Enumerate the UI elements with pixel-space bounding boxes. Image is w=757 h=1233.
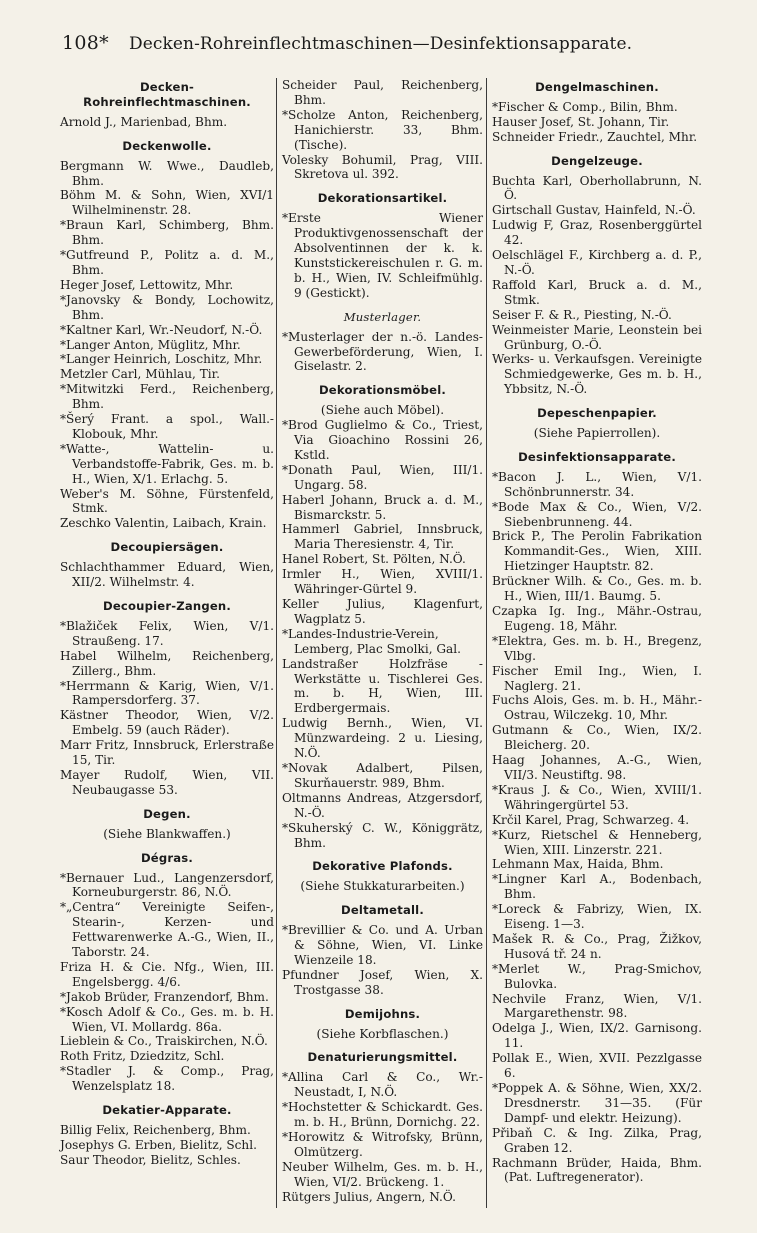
directory-entry: Haag Johannes, A.-G., Wien, VII/3. Neustiftg. 98. [492, 753, 702, 782]
directory-entry: Saur Theodor, Bielitz, Schles. [60, 1152, 241, 1167]
directory-entry: Böhm M. & Sohn, Wien, XVI/1 Wilhelminenstr. 28. [60, 188, 274, 218]
page-title: Decken-Rohreinflechtmaschinen—Desinfektionsapparate. [128, 34, 633, 54]
directory-entry: Rachmann Brüder, Haida, Bhm. (Pat. Luftregenerator). [492, 1155, 702, 1185]
directory-entry: *Brevillier & Co. und A. Urban & Söhne, Wien, VI. Linke Wienzeile 18. [282, 923, 483, 967]
directory-entry: Lieblein & Co., Traiskirchen, N.Ö. [60, 1034, 268, 1049]
directory-entry: Keller Julius, Klagenfurt, Wagplatz 5. [282, 597, 483, 626]
section-heading-dekorationsartikel: Dekorationsartikel. [317, 191, 448, 206]
section-heading-decoupier-zangen: Decoupier-Zangen. [103, 599, 231, 613]
directory-entry: Přibaň C. & Ing. Zilka, Prag, Graben 12. [492, 1125, 702, 1155]
directory-entry: *„Centra“ Vereinigte Seifen-, Stearin-, Kerzen- und Fettwarenwerke A.-G., Wien, II., Taborstr. 24. [60, 900, 274, 960]
directory-entry: Pfundner Josef, Wien, X. Trostgasse 38. [282, 967, 483, 997]
directory-entry: *Braun Karl, Schimberg, Bhm. Bhm. [60, 218, 274, 248]
directory-entry: *Hochstetter & Schickardt. Ges. m. b. H., Brünn, Dornichg. 22. [282, 1100, 483, 1130]
directory-entry: *Landes-Industrie-Verein, Lemberg, Plac Smolki, Gal. [282, 626, 461, 656]
directory-entry: Brick P., The Perolin Fabrikation Kommandit-Ges., Wien, XIII. Hietzinger Hauptstr. 82. [492, 529, 702, 574]
directory-entry: *Jakob Brüder, Franzendorf, Bhm. [60, 989, 269, 1004]
directory-entry: Werks- u. Verkaufsgen. Vereinigte Schmiedgewerke, Ges m. b. H., Ybbsitz, N.-Ö. [492, 352, 702, 397]
directory-entry: *Kaltner Karl, Wr.-Neudorf, N.-Ö. [60, 322, 263, 337]
directory-entry: *Donath Paul, Wien, III/1. Ungarg. 58. [282, 462, 483, 492]
cross-reference-note: (Siehe Korbflaschen.) [316, 1026, 449, 1041]
column-2 [282, 78, 483, 1205]
directory-entry: Arnold J., Marienbad, Bhm. [60, 114, 228, 129]
cross-reference-note: (Siehe Blankwaffen.) [103, 826, 231, 841]
page-number: 108* [62, 32, 109, 54]
directory-entry: *Herrmann & Karig, Wien, V/1. Rampersdorferg. 37. [60, 678, 274, 708]
directory-entry: Raffold Karl, Bruck a. d. M., Stmk. [492, 277, 702, 307]
directory-entry: *Langer Heinrich, Loschitz, Mhr. [60, 352, 263, 367]
section-heading-dekatier-apparate: Dekatier-Apparate. [102, 1103, 232, 1118]
directory-entry: Rütgers Julius, Angern, N.Ö. [282, 1189, 456, 1204]
directory-entry: Hauser Josef, St. Johann, Tir. [492, 114, 670, 129]
directory-entry: *Mitwitzki Ferd., Reichenberg, Bhm. [60, 382, 274, 412]
directory-entry: Haberl Johann, Bruck a. d. M., Bismarckstr. 5. [282, 492, 483, 522]
directory-entry: *Šerý Frant. a spol., Wall.-Klobouk, Mhr. [60, 412, 274, 441]
section-heading-desinfektionsapparate: Desinfektionsapparate. [518, 449, 676, 464]
directory-entry: Fischer Emil Ing., Wien, I. Naglerg. 21. [492, 663, 702, 693]
directory-entry: Gutmann & Co., Wien, IX/2. Bleicherg. 20. [492, 723, 702, 753]
directory-entry: Czapka Ig. Ing., Mähr.-Ostrau, Eugeng. 18, Mähr. [492, 604, 702, 633]
directory-entry: Schneider Friedr., Zauchtel, Mhr. [492, 129, 698, 144]
section-heading-musterlager: Musterlager. [343, 309, 422, 324]
directory-entry: *Langer Anton, Müglitz, Mhr. [60, 337, 241, 352]
directory-entry: *Fischer & Comp., Bilin, Bhm. [492, 99, 678, 114]
directory-entry: Weber's M. Söhne, Fürstenfeld, Stmk. [60, 486, 274, 516]
section-heading-decken-rohreinflechtmaschinen: Decken-Rohreinflechtmaschinen. [83, 80, 251, 109]
section-heading-decoupiers-gen: Decoupiersägen. [110, 540, 224, 555]
directory-entry: Pollak E., Wien, XVII. Pezzlgasse 6. [492, 1051, 702, 1081]
directory-entry: *Lingner Karl A., Bodenbach, Bhm. [492, 872, 702, 902]
directory-entry: *Bacon J. L., Wien, V/1. Schönbrunnerstr. 34. [492, 469, 702, 499]
directory-entry: Fuchs Alois, Ges. m. b. H., Mähr.-Ostrau, Wilczekg. 10, Mhr. [492, 693, 702, 723]
directory-entry: *Janovsky & Bondy, Lochowitz, Bhm. [60, 292, 274, 322]
directory-entry: *Bode Max & Co., Wien, V/2. Siebenbrunneng. 44. [492, 499, 702, 529]
directory-entry: *Scholze Anton, Reichenberg, Hanichierstr. 33, Bhm. (Tische). [282, 107, 483, 152]
directory-entry: *Skuherský C. W., Königgrätz, Bhm. [282, 820, 483, 850]
directory-entry: Ludwig F, Graz, Rosenberggürtel 42. [492, 218, 702, 248]
directory-entry: Oltmanns Andreas, Atzgersdorf, N.-Ö. [282, 790, 483, 820]
directory-entry: Bergmann W. Wwe., Daudleb, Bhm. [60, 158, 274, 188]
directory-entry: Josephys G. Erben, Bielitz, Schl. [60, 1137, 257, 1152]
directory-entry: *Blažiček Felix, Wien, V/1. Straußeng. 17. [60, 618, 274, 648]
directory-entry: *Brod Guglielmo & Co., Triest, Via Gioachino Rossini 26, Kstld. [282, 418, 483, 462]
directory-entry: Landstraßer Holzfräse - Werkstätte u. Tischlerei Ges. m. b. H, Wien, III. Erdbergermais. [282, 656, 483, 716]
section-heading-deckenwolle: Deckenwolle. [122, 138, 212, 153]
section-heading-dekorative-plafonds: Dekorative Plafonds. [312, 859, 453, 874]
section-heading-demijohns: Demijohns. [344, 1006, 421, 1021]
section-heading-dengelmaschinen: Dengelmaschinen. [535, 80, 659, 94]
page-header [62, 32, 702, 62]
directory-entry: Lehmann Max, Haida, Bhm. [492, 857, 664, 872]
directory-entry: Scheider Paul, Reichenberg, Bhm. [282, 78, 483, 107]
directory-entry: Weinmeister Marie, Leonstein bei Grünburg, O.-Ö. [492, 322, 702, 352]
directory-entry: Marr Fritz, Innsbruck, Erlerstraße 15, Tir. [60, 738, 274, 768]
directory-entry: *Novak Adalbert, Pilsen, Skurňauerstr. 989, Bhm. [282, 760, 483, 790]
directory-entry: *Horowitz & Witrofsky, Brünn, Olmützerg. [282, 1130, 483, 1159]
cross-reference-note: (Siehe Papierrollen). [533, 426, 661, 441]
directory-entry: *Kurz, Rietschel & Henneberg, Wien, XIII. Linzerstr. 221. [492, 827, 702, 857]
directory-entry: *Merlet W., Prag-Smichov, Bulovka. [492, 961, 702, 991]
directory-entry: *Allina Carl & Co., Wr.-Neustadt, I, N.Ö. [282, 1070, 483, 1100]
directory-entry: Irmler H., Wien, XVIII/1. Währinger-Gürtel 9. [282, 567, 483, 597]
directory-entry: Brückner Wilh. & Co., Ges. m. b. H., Wien, III/1. Baumg. 5. [492, 574, 702, 604]
directory-entry: Kästner Theodor, Wien, V/2. Embelg. 59 (auch Räder). [60, 708, 274, 738]
section-heading-deltametall: Deltametall. [341, 903, 424, 918]
directory-entry: Girtschall Gustav, Hainfeld, N.-Ö. [492, 203, 696, 218]
directory-entry: *Stadler J. & Comp., Prag, Wenzelsplatz 18. [60, 1064, 274, 1094]
directory-entry: Metzler Carl, Mühlau, Tir. [60, 367, 220, 382]
directory-entry: Seiser F. & R., Piesting, N.-Ö. [492, 307, 672, 322]
directory-entry: *Gutfreund P., Politz a. d. M., Bhm. [60, 248, 274, 277]
section-heading-denaturierungsmittel: Denaturierungsmittel. [307, 1050, 458, 1065]
directory-entry: Zeschko Valentin, Laibach, Krain. [60, 516, 267, 531]
directory-entry: *Kraus J. & Co., Wien, XVIII/1. Währingergürtel 53. [492, 782, 702, 812]
section-heading-dengelzeuge: Dengelzeuge. [551, 153, 643, 168]
directory-entry: Buchta Karl, Oberhollabrunn, N. Ö. [492, 173, 702, 203]
cross-reference-note: (Siehe Stukkaturarbeiten.) [300, 879, 465, 894]
directory-entry: Nechvile Franz, Wien, V/1. Margarethenstr. 98. [492, 991, 702, 1021]
directory-entry: *Bernauer Lud., Langenzersdorf, Korneuburgerstr. 86, N.Ö. [60, 870, 274, 900]
column-3 [492, 78, 702, 1185]
directory-entry: *Loreck & Fabrizy, Wien, IX. Eiseng. 1—3. [492, 902, 702, 932]
directory-entry: Habel Wilhelm, Reichenberg, Zillerg., Bhm. [60, 648, 274, 678]
directory-entry: Schlachthammer Eduard, Wien, XII/2. Wilhelmstr. 4. [60, 560, 274, 590]
directory-entry: Ludwig Bernh., Wien, VI. Münzwardeing. 2 u. Liesing, N.Ö. [282, 716, 483, 761]
column-divider [486, 78, 487, 1208]
directory-entry: Krčil Karel, Prag, Schwarzeg. 4. [492, 812, 690, 827]
directory-entry: Hammerl Gabriel, Innsbruck, Maria Theresienstr. 4, Tir. [282, 522, 483, 552]
column-1 [60, 78, 274, 1168]
section-heading-d-gras: Dégras. [140, 850, 194, 865]
section-heading-depeschenpapier: Depeschenpapier. [537, 406, 657, 421]
directory-entry: *Elektra, Ges. m. b. H., Bregenz, Vlbg. [492, 633, 702, 663]
directory-entry: Heger Josef, Lettowitz, Mhr. [60, 277, 234, 292]
directory-entry: *Erste Wiener Produktivgenossenschaft der Absolventinnen der k. k. Kunststickereischulen r. G. m. b. H., Wien, IV. Schleifmühlg. 9 (Gestickt). [282, 211, 483, 300]
directory-entry: *Musterlager der n.-ö. Landes-Gewerbeförderung, Wien, I. Giselastr. 2. [282, 329, 483, 374]
directory-entry: Roth Fritz, Dziedzitz, Schl. [60, 1049, 225, 1064]
directory-entry: Mašek R. & Co., Prag, Žižkov, Husová tř. 24 n. [492, 931, 702, 961]
directory-entry: Volesky Bohumil, Prag, VIII. Skretova ul. 392. [282, 152, 483, 182]
directory-entry: Friza H. & Cie. Nfg., Wien, III. Engelsbergg. 4/6. [60, 959, 274, 989]
directory-entry: Billig Felix, Reichenberg, Bhm. [60, 1123, 251, 1137]
section-heading-degen: Degen. [143, 806, 191, 821]
directory-entry: Neuber Wilhelm, Ges. m. b. H., Wien, VI/2. Brückeng. 1. [282, 1159, 483, 1189]
directory-entry: Oelschlägel F., Kirchberg a. d. P., N.-Ö. [492, 248, 702, 277]
section-heading-dekorationsm-bel: Dekorationsmöbel. [318, 383, 446, 398]
directory-entry: Odelga J., Wien, IX/2. Garnisong. 11. [492, 1021, 702, 1051]
directory-entry: Hanel Robert, St. Pölten, N.Ö. [282, 552, 466, 567]
directory-entry: *Watte-, Wattelin- u. Verbandstoffe-Fabrik, Ges. m. b. H., Wien, X/1. Erlachg. 5. [60, 441, 274, 486]
column-divider [276, 78, 277, 1208]
cross-reference-note: (Siehe auch Möbel). [320, 403, 445, 418]
directory-entry: Mayer Rudolf, Wien, VII. Neubaugasse 53. [60, 767, 274, 797]
directory-entry: *Poppek A. & Söhne, Wien, XX/2. Dresdnerstr. 31—35. (Für Dampf- und elektr. Heizung). [492, 1081, 702, 1125]
directory-entry: *Kosch Adolf & Co., Ges. m. b. H. Wien, VI. Mollardg. 86a. [60, 1004, 274, 1034]
